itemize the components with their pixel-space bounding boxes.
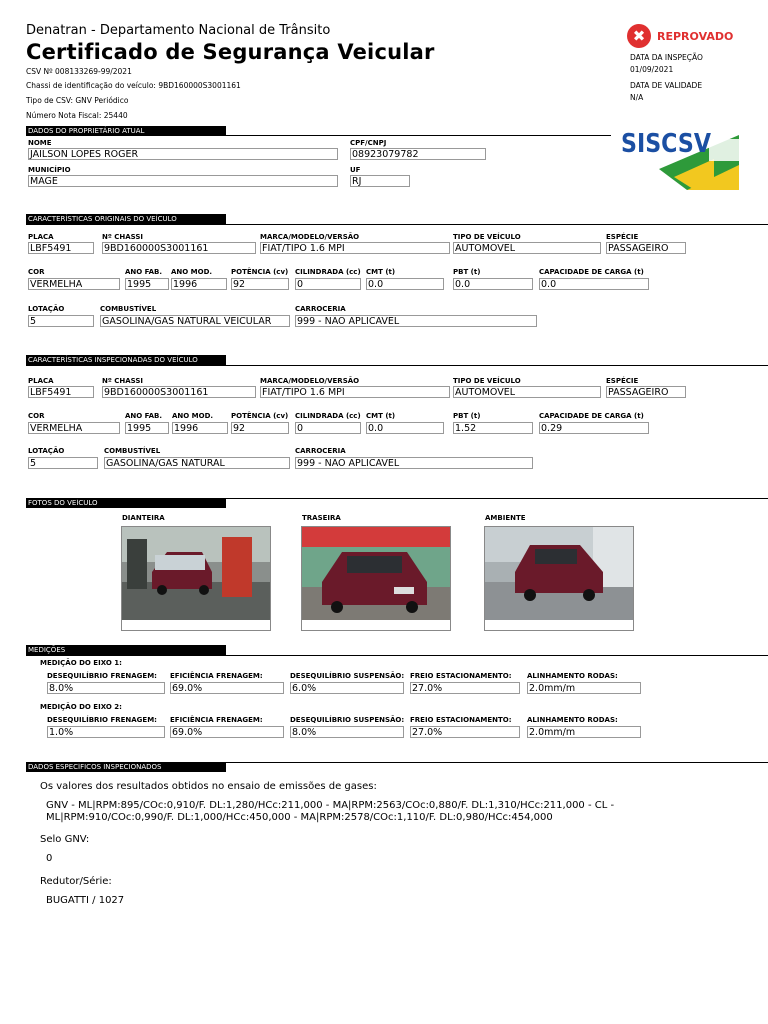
emissoes-intro: Os valores dos resultados obtidos no ensaio de emissões de gases: (40, 781, 377, 792)
eixo1-label: MEDIÇÃO DO EIXO 1: (40, 659, 122, 667)
section-owner: DADOS DO PROPRIETÁRIO ATUAL (26, 126, 226, 136)
combustivel-label: COMBUSTÍVEL (104, 447, 161, 455)
anomod-label: ANO MOD. (171, 268, 213, 276)
section-especificos: DADOS ESPECÍFICOS INSPECIONADOS (26, 762, 226, 772)
placa-label: PLACA (28, 233, 54, 241)
eixo1-alinh: 2.0mm/m (527, 682, 641, 694)
eixo2-alinh: 2.0mm/m (527, 726, 641, 738)
data-validade-label: DATA DE VALIDADE (630, 81, 703, 90)
potencia-field: 92 (231, 278, 289, 290)
freio-est-label: FREIO ESTACIONAMENTO: (410, 672, 512, 680)
status-label: REPROVADO (657, 29, 734, 43)
eixo2-desq-freno: 1.0% (47, 726, 165, 738)
cpf-label: CPF/CNPJ (350, 139, 387, 147)
lotacao-field: 5 (28, 315, 94, 327)
efic-freno-label: EFICIÊNCIA FRENAGEM: (170, 672, 263, 680)
placa-field: LBF5491 (28, 242, 94, 254)
photo-environment (484, 526, 634, 631)
cor-field: VERMELHA (28, 422, 120, 434)
efic-freno-label: EFICIÊNCIA FRENAGEM: (170, 716, 263, 724)
photo-caption-rear: TRASEIRA (302, 514, 341, 522)
anofab-label: ANO FAB. (125, 268, 163, 276)
desq-freno-label: DESEQUILÍBRIO FRENAGEM: (47, 672, 157, 680)
chassi-label: Nº CHASSI (102, 233, 144, 241)
cmt-label: CMT (t) (366, 268, 396, 276)
gnv-line-2: ML|RPM:910/COc:0,990/F. DL:1,000/HCc:450,000 - MA|RPM:2578/COc:1,110/F. DL:0,980/HCc:454,000 (46, 812, 553, 823)
tipo-field: AUTOMOVEL (453, 386, 601, 398)
eixo2-label: MEDIÇÃO DO EIXO 2: (40, 703, 122, 711)
pbt-label: PBT (t) (453, 412, 481, 420)
photo-front (121, 526, 271, 631)
reject-icon: ✖ (627, 24, 651, 48)
redutor-label: Redutor/Série: (40, 876, 112, 887)
status-badge (627, 24, 733, 48)
chassi-field: 9BD160000S3001161 (102, 386, 256, 398)
section-inspected: CARACTERÍSTICAS INSPECIONADAS DO VEÍCULO (26, 355, 226, 365)
anofab-field: 1995 (125, 422, 169, 434)
photo-caption-environment: AMBIENTE (485, 514, 526, 522)
municipio-field: MAGE (28, 175, 338, 187)
chassi-line: Chassi de identificação do veículo: 9BD160000S3001161 (26, 81, 241, 90)
freio-est-label: FREIO ESTACIONAMENTO: (410, 716, 512, 724)
carga-label: CAPACIDADE DE CARGA (t) (539, 412, 644, 420)
data-validade: N/A (630, 93, 644, 102)
desq-susp-label: DESEQUILÍBRIO SUSPENSÃO: (290, 672, 405, 680)
gnv-line-1: GNV - ML|RPM:895/COc:0,910/F. DL:1,280/HCc:211,000 - MA|RPM:2563/COc:0,880/F. DL:1,310/HCc:211,000 - CL - (46, 800, 615, 811)
photo-rear (301, 526, 451, 631)
section-original: CARACTERÍSTICAS ORIGINAIS DO VEÍCULO (26, 214, 226, 224)
section-divider (26, 498, 768, 499)
municipio-label: MUNICÍPIO (28, 166, 71, 174)
siscsv-logo (619, 125, 739, 190)
eixo1-desq-susp: 6.0% (290, 682, 404, 694)
cilindrada-label: CILINDRADA (cc) (295, 268, 361, 276)
anofab-label: ANO FAB. (125, 412, 163, 420)
cmt-field: 0.0 (366, 422, 444, 434)
carroceria-label: CARROCERIA (295, 447, 346, 455)
especie-label: ESPÉCIE (606, 233, 639, 241)
cor-field: VERMELHA (28, 278, 120, 290)
cilindrada-field: 0 (295, 278, 361, 290)
pbt-label: PBT (t) (453, 268, 481, 276)
section-divider (26, 365, 768, 366)
chassi-field: 9BD160000S3001161 (102, 242, 256, 254)
cpf-field: 08923079782 (350, 148, 486, 160)
anomod-label: ANO MOD. (172, 412, 214, 420)
photo-caption-front: DIANTEIRA (122, 514, 165, 522)
uf-label: UF (350, 166, 361, 174)
nota-fiscal: Número Nota Fiscal: 25440 (26, 111, 128, 120)
anomod-field: 1996 (172, 422, 228, 434)
section-divider (26, 762, 768, 763)
eixo2-desq-susp: 8.0% (290, 726, 404, 738)
combustivel-field: GASOLINA/GAS NATURAL (104, 457, 290, 469)
combustivel-label: COMBUSTÍVEL (100, 305, 157, 313)
nome-field: JAILSON LOPES ROGER (28, 148, 338, 160)
carroceria-field: 999 - NÃO APLICAVEL (295, 315, 537, 327)
marca-label: MARCA/MODELO/VERSÃO (260, 233, 360, 241)
data-inspecao: 01/09/2021 (630, 65, 674, 74)
placa-label: PLACA (28, 377, 54, 385)
carga-field: 0.0 (539, 278, 649, 290)
carga-label: CAPACIDADE DE CARGA (t) (539, 268, 644, 276)
document-title: Certificado de Segurança Veicular (26, 40, 435, 64)
pbt-field: 0.0 (453, 278, 533, 290)
csv-number: CSV Nº 008133269-99/2021 (26, 67, 132, 76)
uf-field: RJ (350, 175, 410, 187)
combustivel-field: GASOLINA/GAS NATURAL VEICULAR (100, 315, 290, 327)
marca-field: FIAT/TIPO 1.6 MPI (260, 242, 450, 254)
organization-name: Denatran - Departamento Nacional de Trânsito (26, 23, 331, 38)
tipo-label: TIPO DE VEÍCULO (453, 377, 521, 385)
cor-label: COR (28, 268, 45, 276)
carga-field: 0.29 (539, 422, 649, 434)
section-photos: FOTOS DO VEÍCULO (26, 498, 226, 508)
cilindrada-label: CILINDRADA (cc) (295, 412, 361, 420)
cor-label: COR (28, 412, 45, 420)
tipo-field: AUTOMOVEL (453, 242, 601, 254)
selo-value: 0 (46, 853, 53, 864)
redutor-value: BUGATTI / 1027 (46, 895, 125, 906)
desq-susp-label: DESEQUILÍBRIO SUSPENSÃO: (290, 716, 405, 724)
especie-label: ESPÉCIE (606, 377, 639, 385)
desq-freno-label: DESEQUILÍBRIO FRENAGEM: (47, 716, 157, 724)
eixo2-freio-est: 27.0% (410, 726, 520, 738)
alinh-label: ALINHAMENTO RODAS: (527, 672, 618, 680)
pbt-field: 1.52 (453, 422, 533, 434)
carroceria-label: CARROCERIA (295, 305, 346, 313)
chassi-label: Nº CHASSI (102, 377, 144, 385)
tipo-csv: Tipo de CSV: GNV Periódico (26, 96, 129, 105)
especie-field: PASSAGEIRO (606, 386, 686, 398)
section-divider (26, 224, 768, 225)
cilindrada-field: 0 (295, 422, 361, 434)
especie-field: PASSAGEIRO (606, 242, 686, 254)
lotacao-label: LOTAÇÃO (28, 447, 65, 455)
lotacao-label: LOTAÇÃO (28, 305, 65, 313)
marca-label: MARCA/MODELO/VERSÃO (260, 377, 360, 385)
anofab-field: 1995 (125, 278, 169, 290)
section-divider (26, 655, 768, 656)
eixo1-freio-est: 27.0% (410, 682, 520, 694)
data-inspecao-label: DATA DA INSPEÇÃO (630, 53, 703, 62)
tipo-label: TIPO DE VEÍCULO (453, 233, 521, 241)
placa-field: LBF5491 (28, 386, 94, 398)
eixo2-efic-freno: 69.0% (170, 726, 284, 738)
anomod-field: 1996 (171, 278, 227, 290)
cmt-label: CMT (t) (366, 412, 396, 420)
section-divider (26, 135, 611, 136)
alinh-label: ALINHAMENTO RODAS: (527, 716, 618, 724)
marca-field: FIAT/TIPO 1.6 MPI (260, 386, 450, 398)
carroceria-field: 999 - NÃO APLICAVEL (295, 457, 533, 469)
eixo1-efic-freno: 69.0% (170, 682, 284, 694)
svg-text:SISCSV: SISCSV (621, 129, 711, 159)
cmt-field: 0.0 (366, 278, 444, 290)
potencia-label: POTÊNCIA (cv) (231, 412, 289, 420)
lotacao-field: 5 (28, 457, 98, 469)
potencia-label: POTÊNCIA (cv) (231, 268, 289, 276)
eixo1-desq-freno: 8.0% (47, 682, 165, 694)
potencia-field: 92 (231, 422, 289, 434)
section-medicoes: MEDIÇÕES (26, 645, 226, 655)
nome-label: NOME (28, 139, 52, 147)
selo-label: Selo GNV: (40, 834, 90, 845)
